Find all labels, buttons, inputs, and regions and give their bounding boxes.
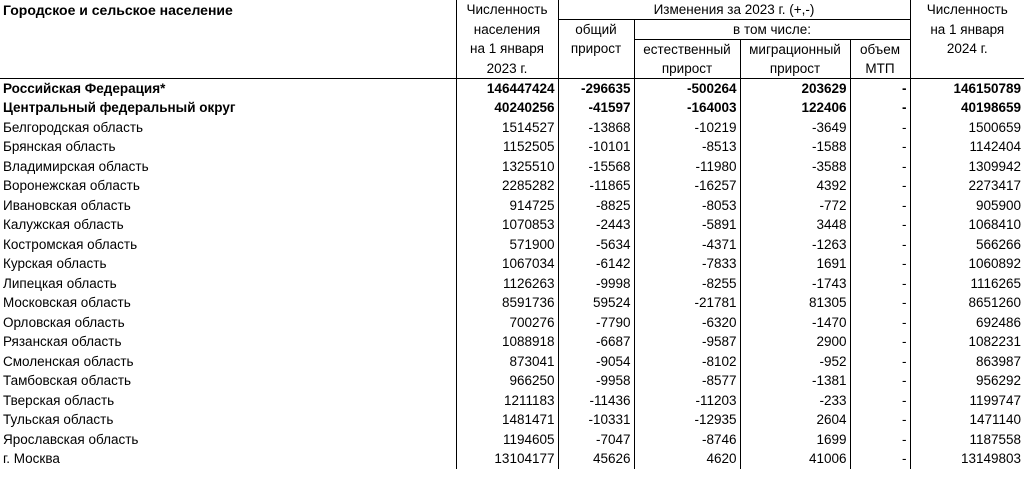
mtp-volume: - [850, 79, 910, 99]
total-change: -296635 [558, 79, 634, 99]
mtp-volume: - [850, 372, 910, 392]
mtp-volume: - [850, 177, 910, 197]
mtp-volume: - [850, 274, 910, 294]
population-start-2023: 40240256 [456, 99, 558, 119]
natural-change: -6320 [634, 313, 740, 333]
header-including: в том числе: [634, 20, 910, 40]
region-name: Московская область [3, 295, 131, 311]
migration-change: 2604 [740, 411, 850, 431]
region-name: Костромская область [3, 236, 138, 252]
mtp-volume: - [850, 118, 910, 138]
header-start-line-3: на 1 января [456, 40, 558, 60]
region-name: Липецкая область [3, 275, 117, 291]
header-start-line-1: Численность [456, 0, 558, 20]
population-end-2024: 1142404 [910, 138, 1024, 158]
migration-change: 2900 [740, 333, 850, 353]
region-name: Владимирская область [3, 158, 149, 174]
header-migration-line-1: миграционный [740, 40, 850, 60]
header-row-4 [0, 59, 1024, 79]
region-name: Брянская область [3, 139, 116, 155]
header-empty-cell [910, 59, 1024, 79]
total-change: -15568 [558, 157, 634, 177]
population-start-2023: 13104177 [456, 450, 558, 470]
table-row [0, 79, 1024, 99]
mtp-volume: - [850, 196, 910, 216]
migration-change: 122406 [740, 99, 850, 119]
region-name: Рязанская область [3, 334, 122, 350]
table-row [0, 450, 1024, 470]
header-start-line-4: 2023 г. [456, 59, 558, 79]
table-row [0, 430, 1024, 450]
table-row [0, 411, 1024, 431]
migration-change: 81305 [740, 294, 850, 314]
mtp-volume: - [850, 391, 910, 411]
natural-change: -11203 [634, 391, 740, 411]
natural-change: -5891 [634, 216, 740, 236]
table-row [0, 391, 1024, 411]
header-total-line-1: общий [558, 20, 634, 40]
region-name: Курская область [3, 256, 107, 272]
table-row [0, 313, 1024, 333]
mtp-volume: - [850, 99, 910, 119]
population-start-2023: 2285282 [456, 177, 558, 197]
natural-change: -500264 [634, 79, 740, 99]
header-end-line-2: на 1 января [910, 20, 1024, 40]
total-change: -6687 [558, 333, 634, 353]
population-start-2023: 1088918 [456, 333, 558, 353]
population-end-2024: 1082231 [910, 333, 1024, 353]
total-change: -8825 [558, 196, 634, 216]
total-change: -11865 [558, 177, 634, 197]
header-natural-line-2: прирост [634, 59, 740, 79]
mtp-volume: - [850, 352, 910, 372]
natural-change: -8746 [634, 430, 740, 450]
header-empty-cell [0, 59, 456, 79]
total-change: 45626 [558, 450, 634, 470]
migration-change: -1743 [740, 274, 850, 294]
natural-change: -164003 [634, 99, 740, 119]
population-start-2023: 966250 [456, 372, 558, 392]
header-empty-cell [0, 40, 456, 60]
mtp-volume: - [850, 333, 910, 353]
table-row [0, 177, 1024, 197]
migration-change: -952 [740, 352, 850, 372]
migration-change: 41006 [740, 450, 850, 470]
migration-change: -1588 [740, 138, 850, 158]
natural-change: -4371 [634, 235, 740, 255]
region-name: Ярославская область [3, 431, 139, 447]
natural-change: -9587 [634, 333, 740, 353]
migration-change: -1381 [740, 372, 850, 392]
header-row-2 [0, 20, 1024, 40]
mtp-volume: - [850, 216, 910, 236]
header-migration-line-2: прирост [740, 59, 850, 79]
population-end-2024: 1199747 [910, 391, 1024, 411]
population-end-2024: 863987 [910, 352, 1024, 372]
population-start-2023: 1481471 [456, 411, 558, 431]
population-end-2024: 905900 [910, 196, 1024, 216]
region-name: Ивановская область [3, 197, 131, 213]
header-changes-title: Изменения за 2023 г. (+,-) [558, 0, 910, 20]
mtp-volume: - [850, 235, 910, 255]
region-name: Центральный федеральный округ [3, 100, 236, 116]
natural-change: -8255 [634, 274, 740, 294]
total-change: -7790 [558, 313, 634, 333]
natural-change: -8102 [634, 352, 740, 372]
header-start-line-2: населения [456, 20, 558, 40]
population-start-2023: 1070853 [456, 216, 558, 236]
natural-change: -8513 [634, 138, 740, 158]
migration-change: 4392 [740, 177, 850, 197]
total-change: -7047 [558, 430, 634, 450]
migration-change: -1470 [740, 313, 850, 333]
table-row [0, 196, 1024, 216]
mtp-volume: - [850, 255, 910, 275]
total-change: 59524 [558, 294, 634, 314]
population-start-2023: 873041 [456, 352, 558, 372]
migration-change: -3588 [740, 157, 850, 177]
table-row [0, 157, 1024, 177]
header-empty-cell [0, 20, 456, 40]
region-name: Калужская область [3, 217, 124, 233]
migration-change: -233 [740, 391, 850, 411]
population-start-2023: 1067034 [456, 255, 558, 275]
mtp-volume: - [850, 313, 910, 333]
population-end-2024: 1068410 [910, 216, 1024, 236]
natural-change: -10219 [634, 118, 740, 138]
header-mtp-line-1: объем [850, 40, 910, 60]
population-end-2024: 1060892 [910, 255, 1024, 275]
population-end-2024: 1116265 [910, 274, 1024, 294]
region-name: Тамбовская область [3, 373, 132, 389]
region-name: Тверская область [3, 392, 115, 408]
total-change: -2443 [558, 216, 634, 236]
region-name: Российская Федерация* [0, 79, 456, 99]
mtp-volume: - [850, 450, 910, 470]
population-end-2024: 146150789 [910, 79, 1024, 99]
natural-change: -12935 [634, 411, 740, 431]
region-name: Орловская область [3, 314, 125, 330]
natural-change: -8577 [634, 372, 740, 392]
region-name: Воронежская область [3, 178, 140, 194]
population-start-2023: 1126263 [456, 274, 558, 294]
natural-change: -16257 [634, 177, 740, 197]
total-change: -10101 [558, 138, 634, 158]
region-name: Белгородская область [3, 119, 144, 135]
table-title: Городское и сельское население [3, 1, 233, 18]
population-start-2023: 1194605 [456, 430, 558, 450]
natural-change: -8053 [634, 196, 740, 216]
population-end-2024: 692486 [910, 313, 1024, 333]
population-end-2024: 1500659 [910, 118, 1024, 138]
header-empty-cell [558, 59, 634, 79]
population-end-2024: 13149803 [910, 450, 1024, 470]
total-change: -11436 [558, 391, 634, 411]
header-total-line-2: прирост [558, 40, 634, 60]
population-start-2023: 1152505 [456, 138, 558, 158]
population-start-2023: 914725 [456, 196, 558, 216]
population-end-2024: 566266 [910, 235, 1024, 255]
population-start-2023: 1514527 [456, 118, 558, 138]
population-start-2023: 8591736 [456, 294, 558, 314]
population-end-2024: 1471140 [910, 411, 1024, 431]
table-row [0, 235, 1024, 255]
header-row-3 [0, 40, 1024, 60]
mtp-volume: - [850, 157, 910, 177]
total-change: -10331 [558, 411, 634, 431]
population-end-2024: 956292 [910, 372, 1024, 392]
population-start-2023: 700276 [456, 313, 558, 333]
mtp-volume: - [850, 430, 910, 450]
table-row [0, 99, 1024, 119]
population-end-2024: 40198659 [910, 99, 1024, 119]
population-start-2023: 571900 [456, 235, 558, 255]
table-row [0, 352, 1024, 372]
table-row [0, 118, 1024, 138]
header-mtp-line-2: МТП [850, 59, 910, 79]
population-end-2024: 8651260 [910, 294, 1024, 314]
total-change: -9958 [558, 372, 634, 392]
migration-change: -3649 [740, 118, 850, 138]
migration-change: 1699 [740, 430, 850, 450]
migration-change: -772 [740, 196, 850, 216]
total-change: -5634 [558, 235, 634, 255]
header-row-1 [0, 0, 1024, 20]
natural-change: 4620 [634, 450, 740, 470]
total-change: -6142 [558, 255, 634, 275]
table-row [0, 216, 1024, 236]
population-end-2024: 1187558 [910, 430, 1024, 450]
population-end-2024: 2273417 [910, 177, 1024, 197]
population-end-2024: 1309942 [910, 157, 1024, 177]
population-start-2023: 146447424 [456, 79, 558, 99]
migration-change: -1263 [740, 235, 850, 255]
region-name: г. Москва [3, 451, 60, 467]
region-name: Тульская область [3, 412, 114, 428]
table-row [0, 255, 1024, 275]
mtp-volume: - [850, 294, 910, 314]
total-change: -9054 [558, 352, 634, 372]
total-change: -41597 [558, 99, 634, 119]
natural-change: -21781 [634, 294, 740, 314]
natural-change: -11980 [634, 157, 740, 177]
region-name: Смоленская область [3, 353, 134, 369]
migration-change: 203629 [740, 79, 850, 99]
header-end-line-3: 2024 г. [910, 40, 1024, 60]
migration-change: 1691 [740, 255, 850, 275]
natural-change: -7833 [634, 255, 740, 275]
total-change: -9998 [558, 274, 634, 294]
table-row [0, 372, 1024, 392]
population-start-2023: 1325510 [456, 157, 558, 177]
table-row [0, 274, 1024, 294]
table-row [0, 333, 1024, 353]
mtp-volume: - [850, 138, 910, 158]
header-natural-line-1: естественный [634, 40, 740, 60]
mtp-volume: - [850, 411, 910, 431]
table-row [0, 138, 1024, 158]
header-end-line-1: Численность [910, 0, 1024, 20]
table-row [0, 294, 1024, 314]
total-change: -13868 [558, 118, 634, 138]
population-start-2023: 1211183 [456, 391, 558, 411]
migration-change: 3448 [740, 216, 850, 236]
